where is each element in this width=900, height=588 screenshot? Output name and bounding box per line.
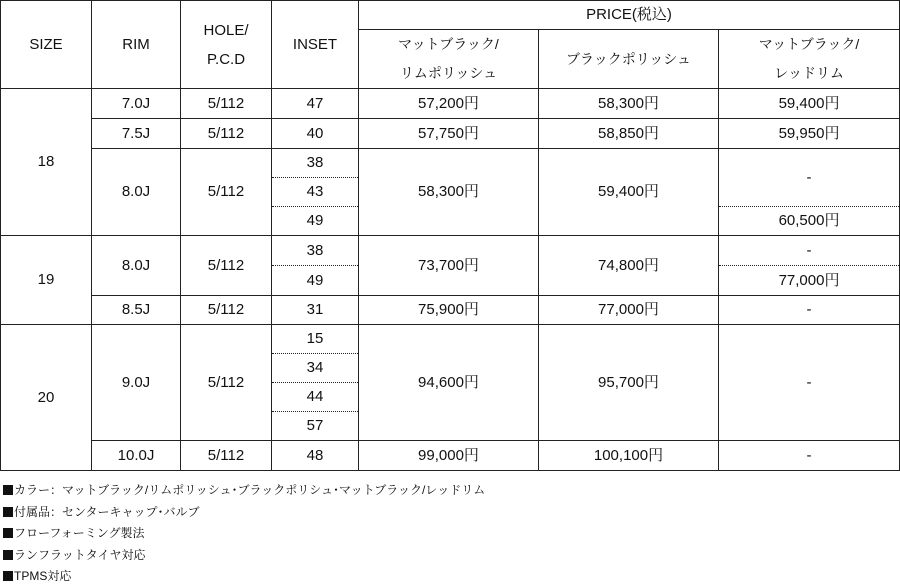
price-cell: 73,700円: [359, 236, 539, 296]
rim-cell: 8.5J: [92, 296, 181, 325]
inset-cell: 48: [272, 441, 359, 471]
bullet-square-icon: [3, 528, 13, 538]
price-cell: 59,400円: [539, 149, 719, 236]
header-hole-line2: P.C.D: [206, 50, 246, 68]
inset-cell: 44: [272, 383, 359, 412]
pcd-cell: 5/112: [181, 119, 272, 149]
rim-cell: 10.0J: [92, 441, 181, 471]
header-matt-black-red-rim: [719, 30, 900, 89]
header-size: SIZE: [1, 1, 92, 89]
inset-cell: 49: [272, 266, 359, 296]
header-col1-line1: マットブラック/: [398, 36, 499, 52]
bullet-square-icon: [3, 485, 13, 495]
table-row: [1, 119, 900, 149]
note-text: フローフォーミング製法: [14, 526, 145, 540]
notes-list: [3, 480, 485, 588]
price-cell: 99,000円: [359, 441, 539, 471]
price-cell: -: [719, 149, 900, 207]
price-cell: 58,300円: [539, 89, 719, 119]
price-cell: 60,500円: [719, 207, 900, 236]
note-colors: [3, 480, 485, 502]
rim-cell: 7.0J: [92, 89, 181, 119]
size-cell-20: 20: [1, 325, 92, 471]
price-cell: 57,200円: [359, 89, 539, 119]
price-cell: 58,850円: [539, 119, 719, 149]
rim-cell: 9.0J: [92, 325, 181, 441]
rim-cell: 7.5J: [92, 119, 181, 149]
price-cell: 74,800円: [539, 236, 719, 296]
note-text: ランフラットタイヤ対応: [14, 547, 146, 562]
price-cell: -: [719, 441, 900, 471]
header-hole-line1: HOLE/: [203, 21, 249, 39]
inset-cell: 38: [272, 236, 359, 266]
price-cell: 59,950円: [719, 119, 900, 149]
price-cell: 77,000円: [719, 266, 900, 296]
inset-cell: 31: [272, 296, 359, 325]
table-row: [1, 89, 900, 119]
size-cell-19: 19: [1, 236, 92, 325]
inset-cell: 47: [272, 89, 359, 119]
bullet-square-icon: [3, 571, 13, 581]
price-cell: 95,700円: [539, 325, 719, 441]
pcd-cell: 5/112: [181, 236, 272, 296]
size-cell-18: 18: [1, 89, 92, 236]
note-runflat: [3, 545, 485, 567]
price-cell: 75,900円: [359, 296, 539, 325]
price-cell: 57,750円: [359, 119, 539, 149]
pcd-cell: 5/112: [181, 441, 272, 471]
table-row: [1, 296, 900, 325]
note-text: カラー：マットブラック/リムポリッシュ･ブラックポリシュ･マットブラック/レッドリム: [14, 483, 486, 497]
pcd-cell: 5/112: [181, 89, 272, 119]
header-black-polish: ブラックポリッシュ: [539, 30, 719, 89]
bullet-square-icon: [3, 550, 13, 560]
inset-cell: 57: [272, 412, 359, 441]
table-row: [1, 325, 900, 354]
note-text: 付属品：センターキャップ･バルブ: [14, 504, 200, 519]
price-cell: 94,600円: [359, 325, 539, 441]
price-cell: -: [719, 296, 900, 325]
pcd-cell: 5/112: [181, 149, 272, 236]
header-rim: RIM: [92, 1, 181, 89]
header-price: PRICE(税込): [359, 1, 900, 30]
inset-cell: 40: [272, 119, 359, 149]
rim-cell: 8.0J: [92, 236, 181, 296]
note-accessories: [3, 502, 485, 524]
table-row: [1, 441, 900, 471]
price-cell: -: [719, 325, 900, 441]
note-flow-forming: [3, 523, 485, 545]
price-cell: 59,400円: [719, 89, 900, 119]
header-matt-black-rim-polish: [359, 30, 539, 89]
price-cell: 77,000円: [539, 296, 719, 325]
inset-cell: 49: [272, 207, 359, 236]
inset-cell: 38: [272, 149, 359, 178]
header-col3-line2: レッドリム: [774, 65, 844, 81]
price-cell: -: [719, 236, 900, 266]
price-cell: 58,300円: [359, 149, 539, 236]
table-row: [1, 149, 900, 178]
pcd-cell: 5/112: [181, 325, 272, 441]
rim-cell: 8.0J: [92, 149, 181, 236]
note-text: TPMS対応: [14, 569, 72, 583]
table-row: [1, 236, 900, 266]
header-col3-line1: マットブラック/: [758, 36, 860, 52]
header-inset: INSET: [272, 1, 359, 89]
inset-cell: 43: [272, 178, 359, 207]
note-tpms: [3, 566, 485, 588]
price-cell: 100,100円: [539, 441, 719, 471]
inset-cell: 15: [272, 325, 359, 354]
inset-cell: 34: [272, 354, 359, 383]
pcd-cell: 5/112: [181, 296, 272, 325]
header-hole-pcd: [181, 1, 272, 89]
header-col1-line2: リムポリッシュ: [399, 65, 498, 81]
bullet-square-icon: [3, 507, 13, 517]
